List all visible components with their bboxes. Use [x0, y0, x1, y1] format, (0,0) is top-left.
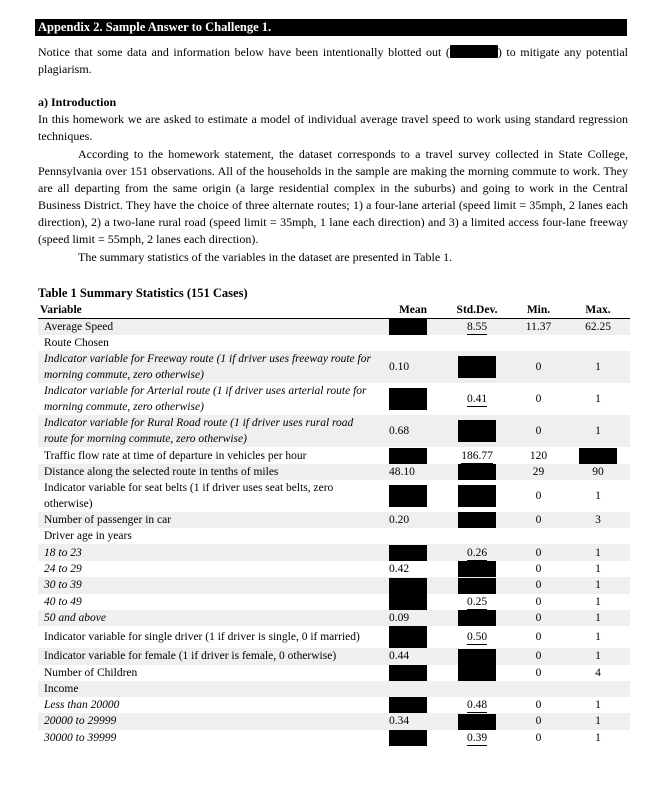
redacted-cell — [383, 594, 443, 610]
min-value — [511, 594, 566, 610]
max-value — [566, 665, 630, 681]
intro-paragraph-1: In this homework we are asked to estimate a model of individual average travel speed to work using standard regression techniques. — [38, 112, 628, 143]
min-value — [511, 415, 566, 447]
empty-cell — [511, 335, 566, 351]
redaction-block — [458, 485, 496, 507]
table-row — [38, 464, 630, 480]
empty-cell — [443, 335, 511, 351]
sd-text: 8.55 — [466, 321, 488, 334]
variable-label: Number of Children — [44, 666, 138, 679]
redaction-block — [389, 485, 427, 507]
table-row — [38, 480, 630, 512]
table-row — [38, 415, 630, 447]
redacted-cell — [383, 480, 443, 512]
max-text: 1 — [595, 579, 601, 592]
min-value — [511, 383, 566, 415]
mean-text: 0.20 — [389, 514, 410, 527]
redacted-cell — [383, 544, 443, 560]
redacted-cell — [383, 447, 443, 463]
table-row — [38, 697, 630, 713]
max-text: 1 — [595, 595, 601, 608]
sd-value — [443, 319, 511, 336]
empty-cell — [511, 528, 566, 544]
mean-text: 0.44 — [389, 650, 410, 663]
empty-cell — [383, 681, 443, 697]
table-row — [38, 335, 630, 351]
intro-heading: a) Introduction — [38, 95, 117, 109]
min-text: 0 — [535, 425, 542, 438]
mean-text: 48.10 — [389, 465, 415, 478]
max-text: 1 — [595, 546, 601, 559]
mean-value — [383, 610, 443, 626]
sd-text: 186.77 — [461, 449, 493, 462]
max-value — [566, 561, 630, 577]
max-text: 1 — [595, 361, 601, 374]
empty-cell — [383, 335, 443, 351]
sd-value — [443, 447, 511, 463]
redacted-cell — [443, 648, 511, 664]
redaction-block — [458, 561, 496, 577]
notice-paragraph — [38, 44, 628, 78]
variable-label: Driver age in years — [44, 530, 132, 543]
redacted-cell — [383, 697, 443, 713]
min-text: 0 — [535, 650, 542, 663]
redacted-cell — [383, 665, 443, 681]
redaction-block — [389, 665, 427, 681]
mean-text: 0.10 — [389, 361, 410, 374]
sd-value — [443, 626, 511, 648]
max-value — [566, 319, 630, 336]
intro-paragraph-2: According to the homework statement, the dataset corresponds to a travel survey collected in State College, Pennsylvania over 151 observations. All of the households in the sample are making the morning commute to work. They are all departing from the same origin (a large residential complex in the suburbs) and going to work in the Central Business District. They have the choice of three alternate routes; 1) a four-lane arterial (speed limit = 35mph, 2 lanes each direction), 2) a two-lane rural road (speed limit = 35mph, 1 lane each direction) and 3) a limited access four-lane freeway (speed limit = 55mph, 2 lanes each direction). — [38, 147, 628, 246]
sd-value — [443, 697, 511, 713]
max-text: 1 — [595, 650, 601, 663]
max-text: 62.25 — [585, 321, 611, 334]
column-header: Std.Dev. — [456, 303, 498, 316]
max-value — [566, 464, 630, 480]
table-row — [38, 544, 630, 560]
variable-label: 30 to 39 — [44, 579, 82, 592]
variable-label: Indicator variable for Freeway route (1 if driver uses freeway route for morning commute, zero otherwise) — [44, 353, 371, 382]
max-text: 1 — [595, 715, 601, 728]
min-value — [511, 697, 566, 713]
sd-value — [443, 594, 511, 610]
min-value — [511, 665, 566, 681]
sd-text: 0.48 — [466, 699, 488, 712]
redacted-cell — [443, 577, 511, 593]
min-text: 0 — [535, 562, 542, 575]
table-row — [38, 665, 630, 681]
redaction-block — [458, 578, 496, 594]
redacted-cell — [383, 319, 443, 336]
sd-value — [443, 383, 511, 415]
mean-value — [383, 561, 443, 577]
max-value — [566, 351, 630, 383]
min-value — [511, 464, 566, 480]
mean-text: 0.09 — [389, 612, 410, 625]
max-text: 1 — [595, 631, 601, 644]
empty-cell — [443, 528, 511, 544]
empty-cell — [511, 681, 566, 697]
redaction-block — [389, 448, 427, 464]
variable-label: Income — [44, 682, 79, 695]
max-text: 1 — [595, 393, 601, 406]
variable-label: Average Speed — [44, 321, 114, 334]
table-row — [38, 383, 630, 415]
redacted-cell — [383, 383, 443, 415]
redaction-block — [458, 665, 496, 681]
redacted-cell — [443, 665, 511, 681]
max-text: 1 — [595, 562, 601, 575]
variable-label: Number of passenger in car — [44, 514, 172, 527]
variable-label: Distance along the selected route in tenths of miles — [44, 465, 279, 478]
redacted-cell — [443, 561, 511, 577]
empty-cell — [566, 681, 630, 697]
redaction-block — [389, 545, 427, 561]
min-text: 0 — [535, 361, 542, 374]
table-row — [38, 561, 630, 577]
mean-value — [383, 713, 443, 729]
sd-text: 0.50 — [466, 631, 488, 644]
mean-value — [383, 415, 443, 447]
min-text: 0 — [535, 393, 542, 406]
max-text: 1 — [595, 699, 601, 712]
empty-cell — [566, 335, 630, 351]
variable-label: 18 to 23 — [44, 546, 82, 559]
max-text: 1 — [595, 612, 601, 625]
summary-statistics-table — [38, 301, 630, 746]
max-text: 90 — [592, 465, 604, 478]
max-text: 3 — [595, 514, 601, 527]
min-value — [511, 626, 566, 648]
min-text: 11.37 — [525, 321, 552, 334]
max-value — [566, 730, 630, 746]
max-value — [566, 610, 630, 626]
redaction-block — [458, 714, 496, 730]
column-header: Mean — [398, 303, 428, 316]
variable-label: Indicator variable for Rural Road route (1 if driver uses rural road route for morning commute, zero otherwise) — [44, 417, 354, 446]
variable-label: 20000 to 29999 — [44, 715, 117, 728]
sd-value — [443, 730, 511, 746]
max-value — [566, 697, 630, 713]
sd-text: 0.26 — [466, 546, 488, 559]
redacted-cell — [443, 351, 511, 383]
min-value — [511, 610, 566, 626]
redacted-cell — [443, 415, 511, 447]
sd-text: 0.41 — [466, 393, 488, 406]
redacted-cell — [383, 730, 443, 746]
table-row — [38, 648, 630, 664]
variable-label: 40 to 49 — [44, 595, 82, 608]
redaction-block — [389, 319, 427, 335]
min-value — [511, 713, 566, 729]
min-value — [511, 544, 566, 560]
table-row — [38, 713, 630, 729]
notice-text-after: ) to mitigate any potential plagiarism. — [38, 45, 628, 76]
variable-label: 30000 to 39999 — [44, 731, 117, 744]
redaction-block — [389, 594, 427, 610]
empty-cell — [566, 528, 630, 544]
min-text: 0 — [535, 699, 542, 712]
redacted-cell — [383, 577, 443, 593]
max-value — [566, 544, 630, 560]
min-value — [511, 351, 566, 383]
redaction-block — [450, 45, 498, 58]
min-text: 0 — [535, 514, 542, 527]
max-value — [566, 577, 630, 593]
redaction-block — [458, 649, 496, 665]
max-text: 1 — [595, 731, 601, 744]
min-text: 0 — [535, 631, 542, 644]
min-value — [511, 561, 566, 577]
max-text: 4 — [595, 666, 601, 679]
redacted-cell — [443, 713, 511, 729]
redaction-block — [389, 697, 427, 713]
column-header: Max. — [585, 303, 611, 316]
min-text: 0 — [535, 715, 542, 728]
redaction-block — [389, 730, 427, 746]
variable-label: Traffic flow rate at time of departure in vehicles per hour — [44, 449, 307, 462]
column-header: Min. — [526, 303, 551, 316]
sd-text: 0.25 — [466, 595, 488, 608]
min-value — [511, 577, 566, 593]
min-text: 0 — [535, 595, 542, 608]
min-text: 0 — [535, 612, 542, 625]
mean-text: 0.42 — [389, 562, 410, 575]
table-row — [38, 681, 630, 697]
redacted-cell — [443, 512, 511, 528]
redacted-cell — [383, 626, 443, 648]
mean-value — [383, 512, 443, 528]
variable-label: Indicator variable for female (1 if driver is female, 0 otherwise) — [44, 650, 337, 663]
max-value — [566, 415, 630, 447]
min-text: 0 — [535, 579, 542, 592]
redacted-cell — [443, 610, 511, 626]
variable-label: Less than 20000 — [44, 699, 120, 712]
table-row — [38, 730, 630, 746]
min-text: 0 — [535, 731, 542, 744]
max-value — [566, 480, 630, 512]
redaction-block — [389, 578, 427, 594]
table-row — [38, 447, 630, 463]
min-text: 120 — [529, 449, 548, 462]
min-value — [511, 447, 566, 463]
redacted-cell — [443, 464, 511, 480]
variable-label: Route Chosen — [44, 337, 109, 350]
mean-text: 0.34 — [389, 715, 410, 728]
table-header-row — [38, 301, 630, 319]
redaction-block — [389, 388, 427, 410]
variable-label: 50 and above — [44, 612, 106, 625]
redacted-cell — [566, 447, 630, 463]
redaction-block — [458, 464, 496, 480]
max-value — [566, 648, 630, 664]
sd-text: 0.39 — [466, 731, 488, 744]
sd-value — [443, 544, 511, 560]
min-text: 29 — [532, 465, 545, 478]
redaction-block — [389, 626, 427, 648]
min-value — [511, 480, 566, 512]
max-value — [566, 594, 630, 610]
table-row — [38, 577, 630, 593]
min-text: 0 — [535, 666, 542, 679]
mean-text: 0.68 — [389, 425, 410, 438]
min-text: 0 — [535, 490, 542, 503]
mean-value — [383, 351, 443, 383]
max-value — [566, 512, 630, 528]
notice-text-before: Notice that some data and information below have been intentionally blotted out ( — [38, 45, 450, 59]
variable-label: 24 to 29 — [44, 562, 82, 575]
table-row — [38, 319, 630, 336]
table-row — [38, 528, 630, 544]
redaction-block — [458, 356, 496, 378]
redaction-block — [458, 420, 496, 442]
max-text: 1 — [595, 425, 601, 438]
min-text: 0 — [535, 546, 542, 559]
column-header: Variable — [40, 303, 82, 316]
table-row — [38, 626, 630, 648]
max-text: 1 — [595, 490, 601, 503]
empty-cell — [383, 528, 443, 544]
max-value — [566, 626, 630, 648]
mean-value — [383, 464, 443, 480]
max-value — [566, 713, 630, 729]
appendix-title: Appendix 2. Sample Answer to Challenge 1. — [35, 19, 627, 36]
table-row — [38, 351, 630, 383]
max-value — [566, 383, 630, 415]
redaction-block — [458, 512, 496, 528]
variable-label: Indicator variable for Arterial route (1 if driver uses arterial route for morning commute, zero otherwise) — [44, 385, 367, 414]
intro-paragraph-3: The summary statistics of the variables in the dataset are presented in Table 1. — [78, 250, 453, 264]
redaction-block — [579, 448, 617, 464]
table-row — [38, 512, 630, 528]
redaction-block — [458, 610, 496, 626]
mean-value — [383, 648, 443, 664]
variable-label: Indicator variable for seat belts (1 if driver uses seat belts, zero otherwise) — [44, 482, 334, 511]
min-value — [511, 512, 566, 528]
variable-label: Indicator variable for single driver (1 if driver is single, 0 if married) — [44, 631, 360, 644]
table-row — [38, 610, 630, 626]
empty-cell — [443, 681, 511, 697]
min-value — [511, 730, 566, 746]
redacted-cell — [443, 480, 511, 512]
min-value — [511, 648, 566, 664]
min-value — [511, 319, 566, 336]
table-title: Table 1 Summary Statistics (151 Cases) — [38, 286, 248, 300]
table-row — [38, 594, 630, 610]
